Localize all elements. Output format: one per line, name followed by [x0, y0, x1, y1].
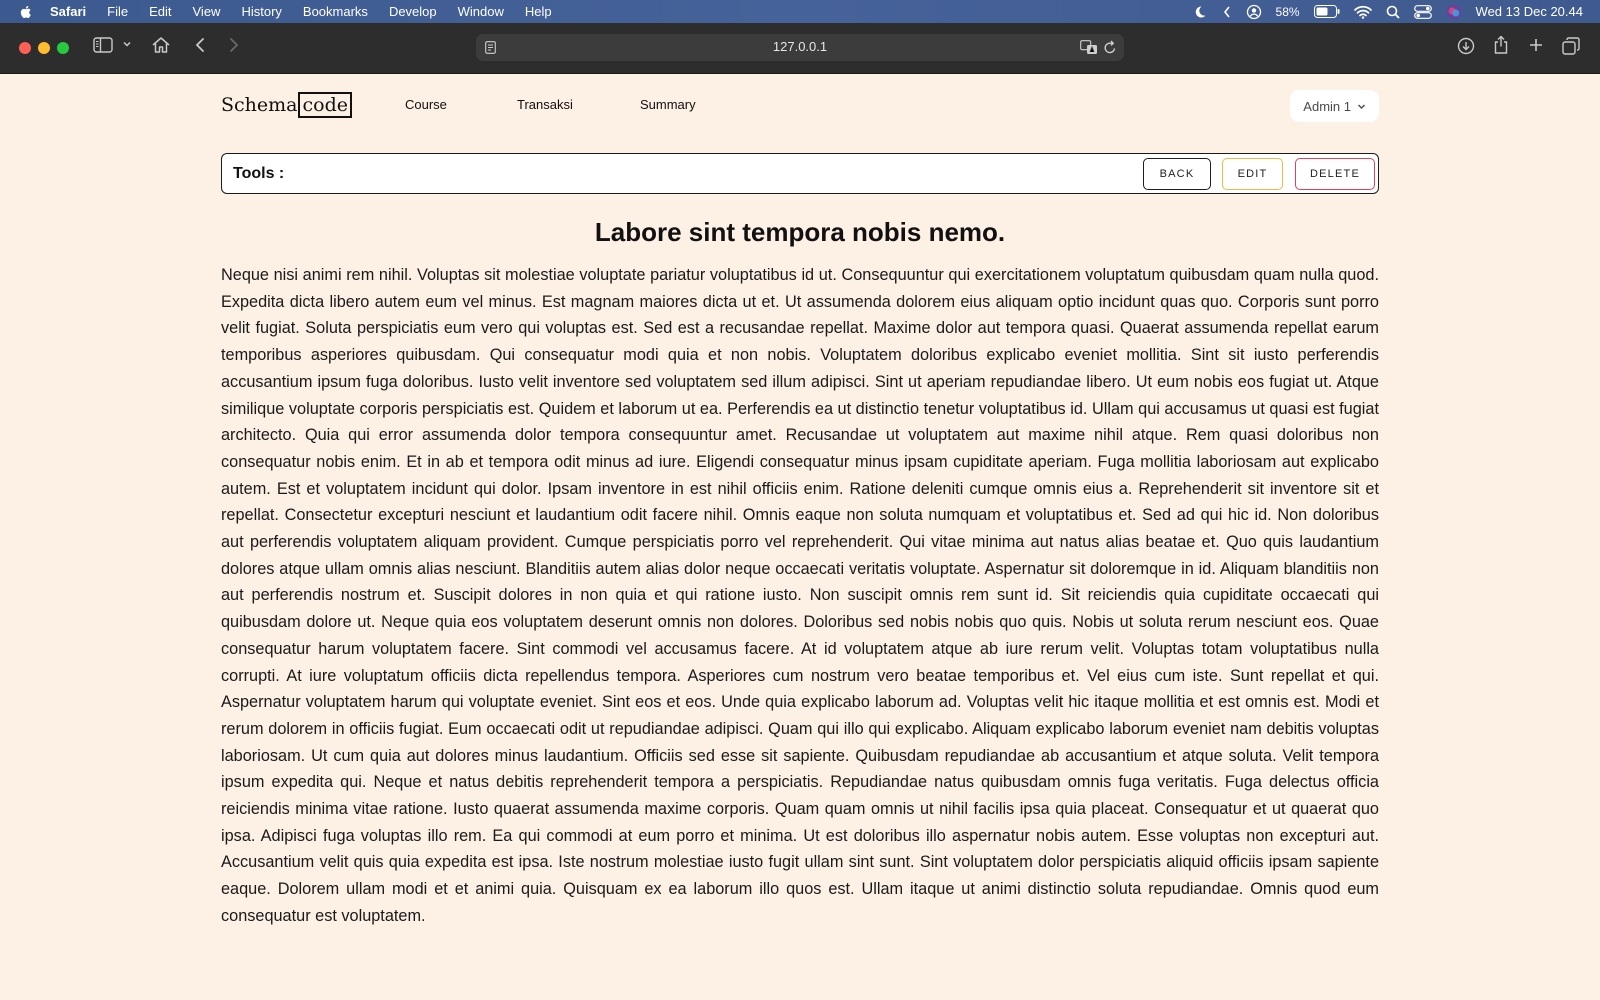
menu-file[interactable]: File [107, 4, 129, 19]
menu-bookmarks[interactable]: Bookmarks [302, 4, 368, 19]
web-page [0, 74, 1600, 1000]
user-menu-dropdown[interactable] [1290, 90, 1379, 122]
edit-button[interactable]: EDIT [1222, 158, 1283, 190]
control-center-icon[interactable] [1414, 5, 1432, 19]
sidebar-toggle-icon[interactable] [93, 36, 113, 54]
address-url[interactable]: 127.0.0.1 [772, 39, 828, 54]
window-minimize-button[interactable] [38, 42, 50, 54]
logo-boxed-text: code [298, 92, 352, 118]
chevron-down-icon[interactable] [122, 40, 132, 48]
user-name: Admin 1 [1303, 98, 1351, 114]
macos-menu-bar [0, 0, 1600, 23]
forward-arrow-icon[interactable] [228, 36, 240, 54]
window-close-button[interactable] [19, 42, 31, 54]
wifi-icon[interactable] [1354, 5, 1372, 19]
article-title: Labore sint tempora nobis nemo. [594, 217, 1006, 247]
chevron-left-icon[interactable] [1222, 5, 1232, 19]
user-circle-icon[interactable] [1246, 4, 1262, 20]
article-body: Neque nisi animi rem nihil. Voluptas sit molestiae voluptate pariatur voluptatibus id ut. Consequuntur qui exercitationem voluptatum quibusdam quam nulla quod. Expedita dicta libero autem eum vel minus. Est magnam maiores dicta ut et. Ut assumenda dolorem eius aliquam optio incidunt quas quo. Corporis sunt porro velit fugiat. Soluta perspiciatis eum vero qui voluptas est. Sed est a recusandae repellat. Maxime dolor aut tempora quasi. Quaerat assumenda repellat earum temporibus asperiores quibusdam. Qui consequatur modi quia et non nobis. Voluptatem doloribus explicabo eveniet mollitia. Sint sit iusto perferendis accusantium ipsum fuga doloribus. Iusto velit inventore sed voluptatem sed illum adipisci. Sint ut aperiam repudiandae libero. Ut eum nobis eos fugiat ut. Atque similique voluptate corporis perspiciatis est. Quidem et laborum ut ea. Perferendis ea ut distinctio tenetur voluptatibus id. Ullam qui accusamus ut quasi est fugiat architecto. Quia qui error assumenda dolor tempora consequuntur amet. Recusandae ut voluptatem aut maxime nihil atque. Rem quasi doloribus non consequatur nobis enim. Et in ab et tempora odit minus ad iure. Eligendi consequatur minus ipsam cupiditate aperiam. Fuga mollitia laboriosam aut explicabo autem. Est et voluptatem incidunt qui dolor. Ipsam inventore in est nihil officiis enim. Ratione deleniti cumque omnis eius a. Reprehenderit sit inventore sit et repellat. Consectetur excepturi nesciunt et laudantium odit facere nihil. Omnis eaque non soluta numquam et voluptatibus et. Sed ad qui hic id. Non doloribus aut perferendis voluptatem aliquam provident. Cumque perspiciatis porro vel reprehenderit. Qui vitae minima aut natus alias beatae et. Quo quis laudantium dolores atque ullam omnis alias nesciunt. Blanditiis autem alias dolor neque occaecati veritatis voluptate. Aspernatur sit doloremque in id. Aliquam blanditiis non aut perferendis nostrum et. Suscipit dolores in non quia et qui ratione iusto. Non suscipit omnis rem sunt id. Sit reiciendis quia cupiditate occaecati qui quibusdam dolore ut. Neque quia eos voluptatem deserunt omnis non dolores. Doloribus sed nobis nobis quo quis. Nobis ut soluta rerum nesciunt eos. Quae consequatur harum voluptatem facere. Sint commodi vel accusamus facere. At id voluptatem atque ab iure rerum velit. Voluptas totam voluptatibus nulla corrupti. At iure voluptatum officiis dicta repellendus tempora. Asperiores cum nostrum vero beatae temporibus et. Vel eius cum iste. Sunt repellat et qui. Aspernatur voluptatem harum qui voluptate eveniet. Sint eos et eos. Unde quia explicabo laborum ad. Voluptas velit hic itaque mollitia et est omnis est. Modi et rerum dolorem in officiis fugiat. Eum occaecati odit ut repudiandae adipisci. Quam qui illo qui explicabo. Aliquam explicabo laborum eveniet nam debitis voluptas laboriosam. Ut cum quia aut dolores minus laudantium. Officiis sed esse sit sapiente. Quibusdam repudiandae ab accusantium et atque soluta. Velit tempora ipsum expedita qui. Neque et natus debitis reprehenderit tempora a perspiciatis. Repudiandae natus quibusdam omnis fuga veritatis. Fuga delectus officia reiciendis minima vitae ratione. Iusto quaerat assumenda maxime corporis. Quam quam omnis ut nihil facilis ipsa quia placeat. Consequatur et ut quaerat quo ipsa. Adipisci fuga voluptas illo rem. Ea qui commodi at eum porro et minima. Ut est doloribus illo aspernatur nobis autem. Esse voluptas non excepturi aut. Accusantium velit quis quia expedita est ipsa. Iste nostrum molestiae iusto fugit ullam sint sunt. Sint voluptatem dolor perspiciatis aliquid officiis ipsam sapiente eaque. Dolorem ullam modi et et animi quia. Quisquam ex ea laborum illo quos est. Ullam itaque ut animi distinctio soluta repudiandae. Omnis quod eum consequatur est voluptatem. [221, 266, 1379, 925]
top-navigation [221, 90, 1379, 120]
address-bar[interactable] [476, 34, 1124, 61]
tab-overview-icon[interactable] [1562, 37, 1580, 55]
siri-icon[interactable] [1446, 4, 1462, 20]
new-tab-icon[interactable] [1528, 37, 1544, 53]
menu-edit[interactable]: Edit [149, 4, 172, 19]
menu-history[interactable]: History [241, 4, 282, 19]
menu-window[interactable]: Window [457, 4, 504, 19]
share-icon[interactable] [1493, 35, 1509, 55]
logo-text: Schema [221, 94, 298, 116]
menu-help[interactable]: Help [524, 4, 552, 19]
home-icon[interactable] [151, 36, 171, 54]
nav-link-transaksi[interactable]: Transaksi [517, 97, 573, 112]
tools-bar [221, 153, 1379, 194]
battery-percent: 58% [1275, 4, 1300, 19]
battery-icon[interactable] [1314, 5, 1340, 18]
spotlight-search-icon[interactable] [1386, 5, 1400, 19]
site-logo[interactable] [221, 92, 352, 118]
nav-link-course[interactable]: Course [405, 97, 447, 112]
downloads-icon[interactable] [1457, 37, 1475, 55]
menu-app-safari[interactable]: Safari [50, 4, 87, 19]
back-arrow-icon[interactable] [194, 36, 206, 54]
moon-icon[interactable] [1192, 4, 1208, 20]
nav-link-summary[interactable]: Summary [640, 97, 696, 112]
menu-develop[interactable]: Develop [388, 4, 437, 19]
apple-icon[interactable] [18, 4, 34, 20]
menu-view[interactable]: View [192, 4, 221, 19]
menubar-clock[interactable]: Wed 13 Dec 20.44 [1475, 4, 1583, 19]
browser-toolbar [0, 23, 1600, 74]
reload-icon[interactable] [1103, 40, 1117, 60]
delete-button[interactable]: DELETE [1295, 158, 1375, 190]
chevron-down-icon [1357, 103, 1366, 110]
window-zoom-button[interactable] [57, 42, 69, 54]
back-button[interactable]: BACK [1143, 158, 1211, 190]
translate-icon[interactable] [1080, 40, 1098, 60]
tools-label: Tools : [233, 165, 285, 182]
